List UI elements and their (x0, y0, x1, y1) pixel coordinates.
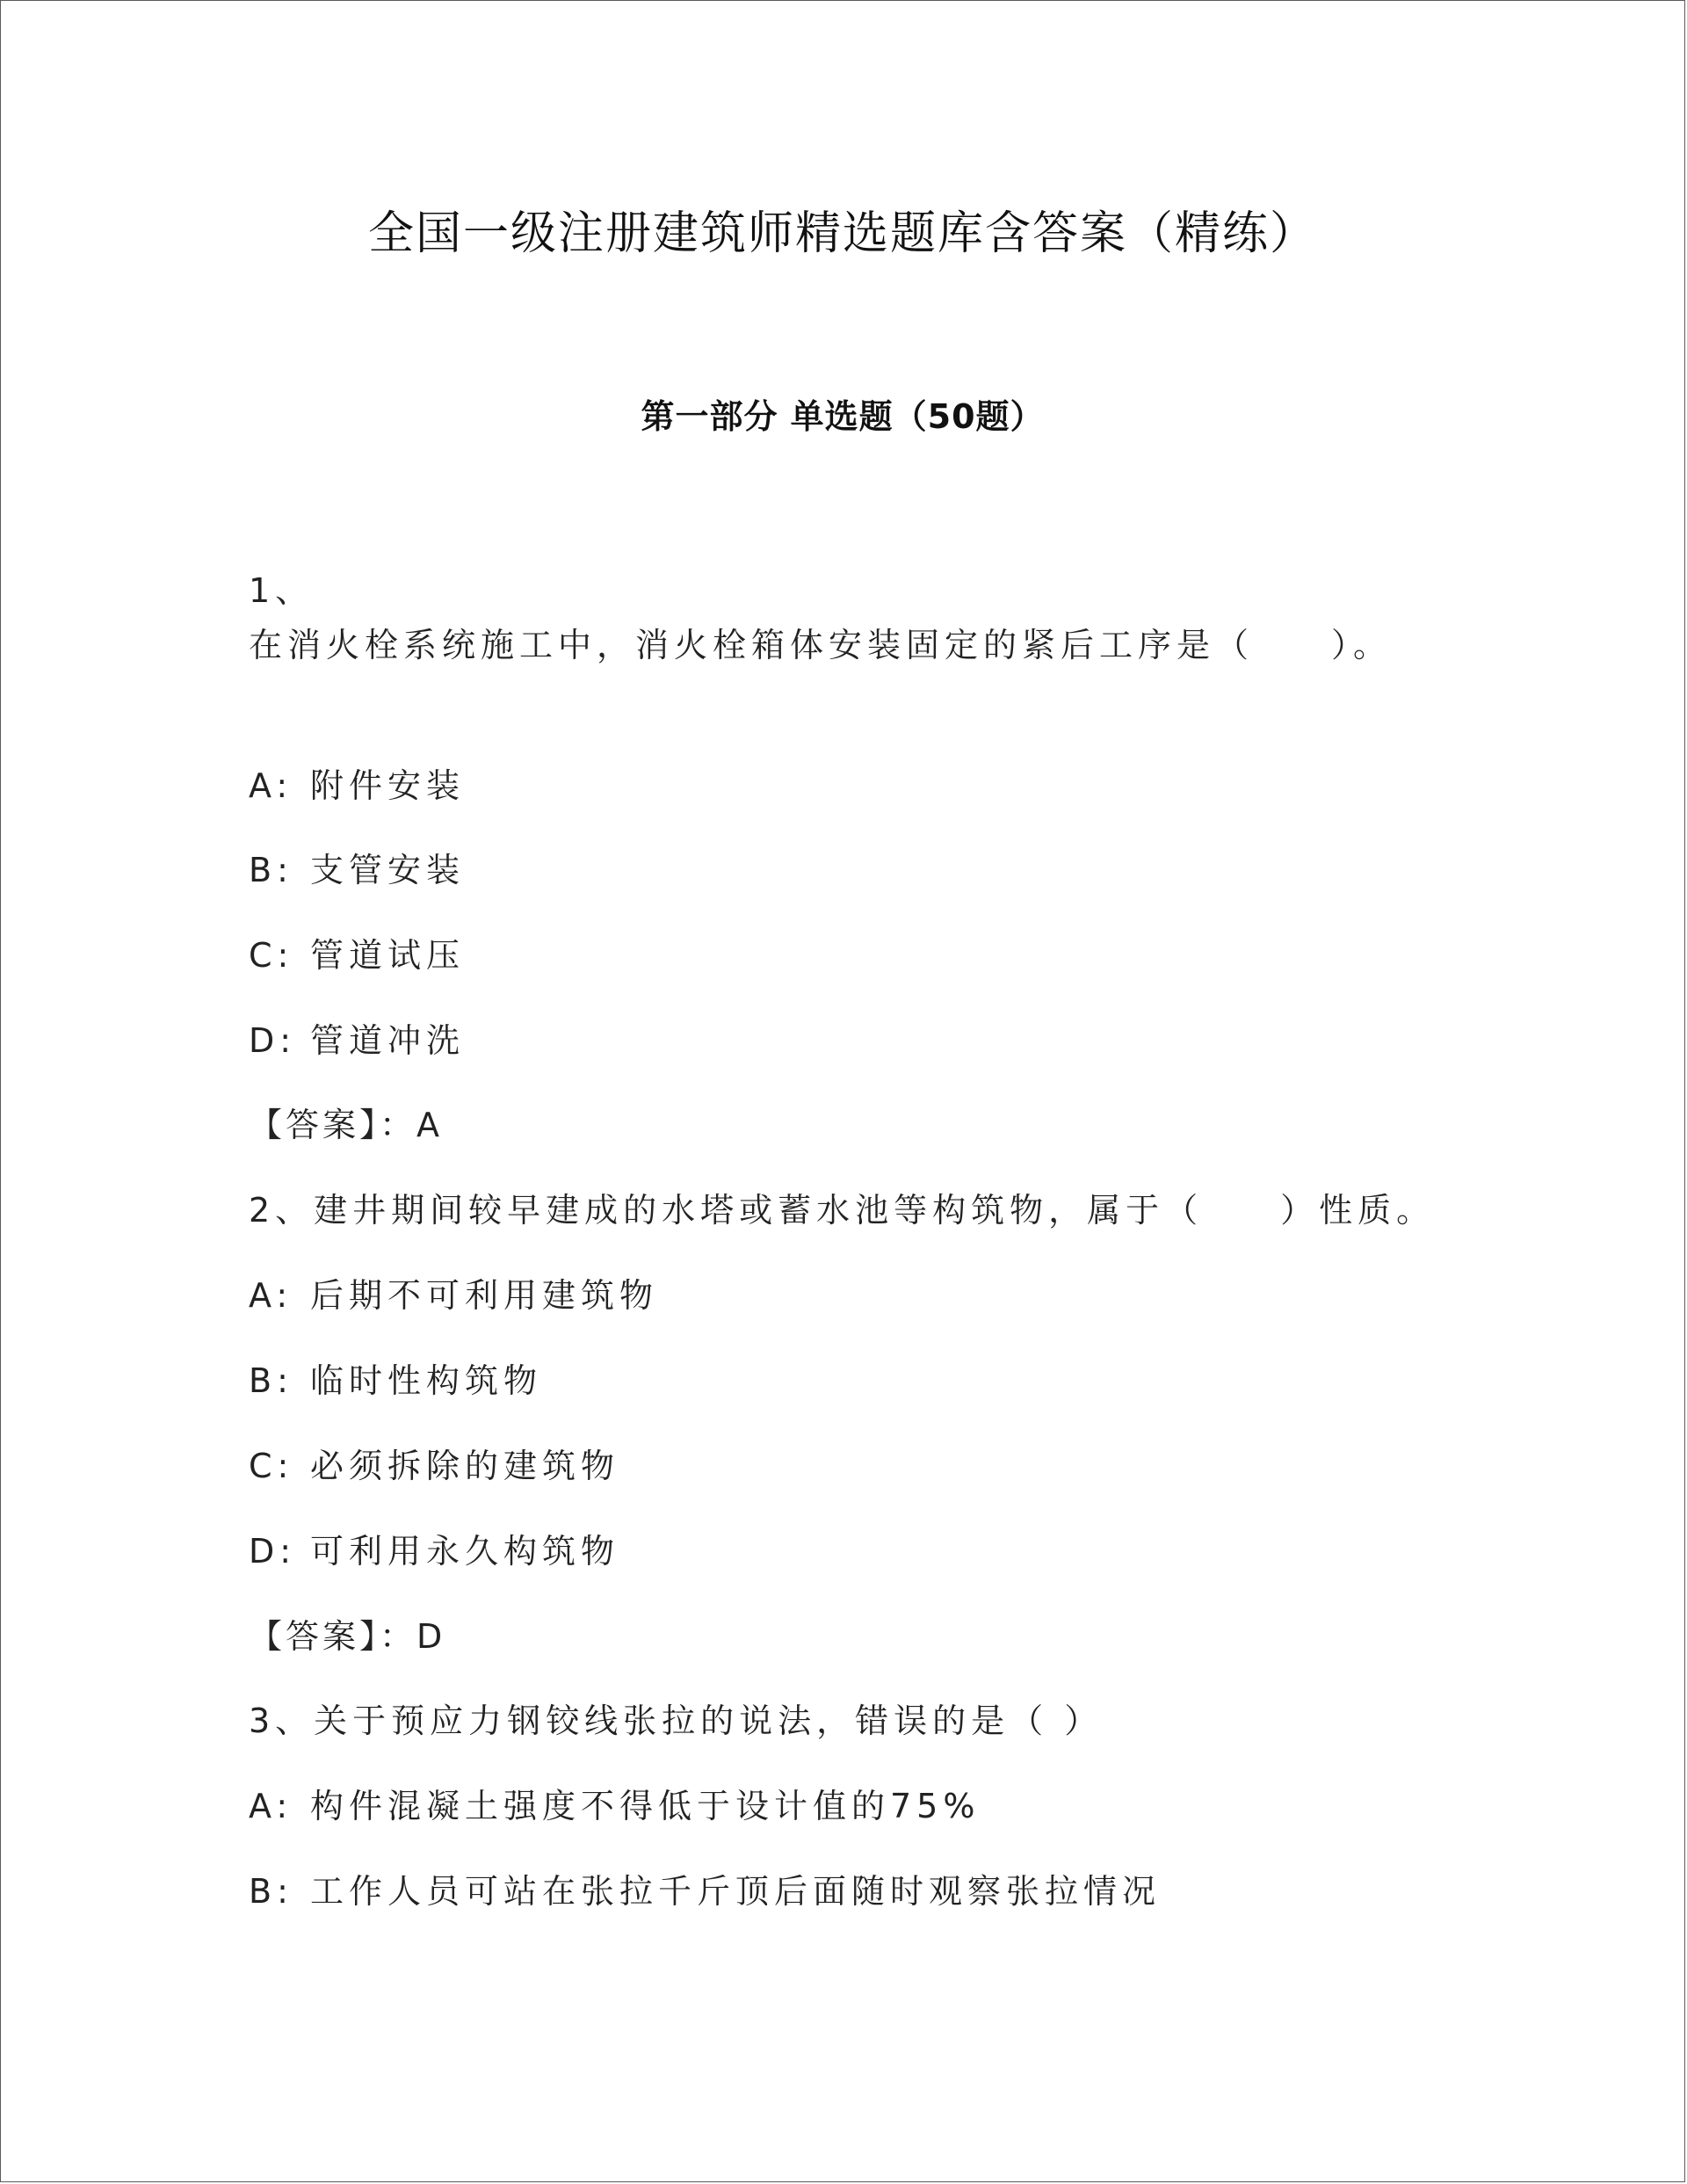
option-text: 附件安装 (310, 766, 466, 805)
option-text: 后期不可利用建筑物 (310, 1276, 659, 1315)
question-3-option-b (249, 1864, 1161, 1912)
option-text: 管道冲洗 (310, 1021, 466, 1060)
question-1-answer: 【答案】：A (249, 1106, 443, 1144)
option-text: 构件混凝土强度不得低于设计值的75% (310, 1787, 981, 1825)
option-text: 临时性构筑物 (310, 1361, 543, 1400)
question-2-option-b (249, 1353, 542, 1402)
question-2-option-d (249, 1524, 619, 1572)
question-2-option-a (249, 1268, 658, 1317)
option-text: 工作人员可站在张拉千斤顶后面随时观察张拉情况 (310, 1872, 1162, 1911)
question-1-option-a (249, 758, 465, 807)
option-letter: A: (249, 1787, 293, 1825)
option-letter: B: (249, 851, 293, 889)
section-heading: 第一部分 单选题（50题） (641, 397, 1045, 436)
option-text: 可利用永久构筑物 (310, 1532, 620, 1571)
question-1-number: 1、 (249, 571, 315, 610)
option-text: 必须拆除的建筑物 (310, 1447, 620, 1485)
question-3-stem: 3、关于预应力钢铰线张拉的说法，错误的是（ ） (249, 1701, 1104, 1740)
option-letter: B: (249, 1872, 293, 1911)
option-letter: B: (249, 1361, 293, 1400)
option-letter: D: (249, 1532, 297, 1571)
option-text: 支管安装 (310, 851, 466, 889)
question-1-stem: 在消火栓系统施工中，消火栓箱体安装固定的紧后工序是（ ）。 (249, 626, 1393, 664)
question-1-option-b (249, 843, 465, 891)
question-2-answer: 【答案】：D (249, 1617, 446, 1656)
question-1-option-d (249, 1013, 465, 1062)
option-letter: D: (249, 1021, 297, 1060)
document-title: 全国一级注册建筑师精选题库含答案（精练） (367, 207, 1317, 260)
question-3-option-a (249, 1779, 980, 1827)
option-letter: A: (249, 1276, 293, 1315)
option-text: 管道试压 (310, 936, 466, 975)
question-2-option-c (249, 1439, 619, 1487)
option-letter: A: (249, 766, 293, 805)
question-2-stem: 2、建井期间较早建成的水塔或蓄水池等构筑物，属于（ ）性质。 (249, 1191, 1436, 1230)
option-letter: C: (249, 1447, 294, 1485)
option-letter: C: (249, 936, 294, 975)
question-1-option-c (249, 928, 465, 976)
